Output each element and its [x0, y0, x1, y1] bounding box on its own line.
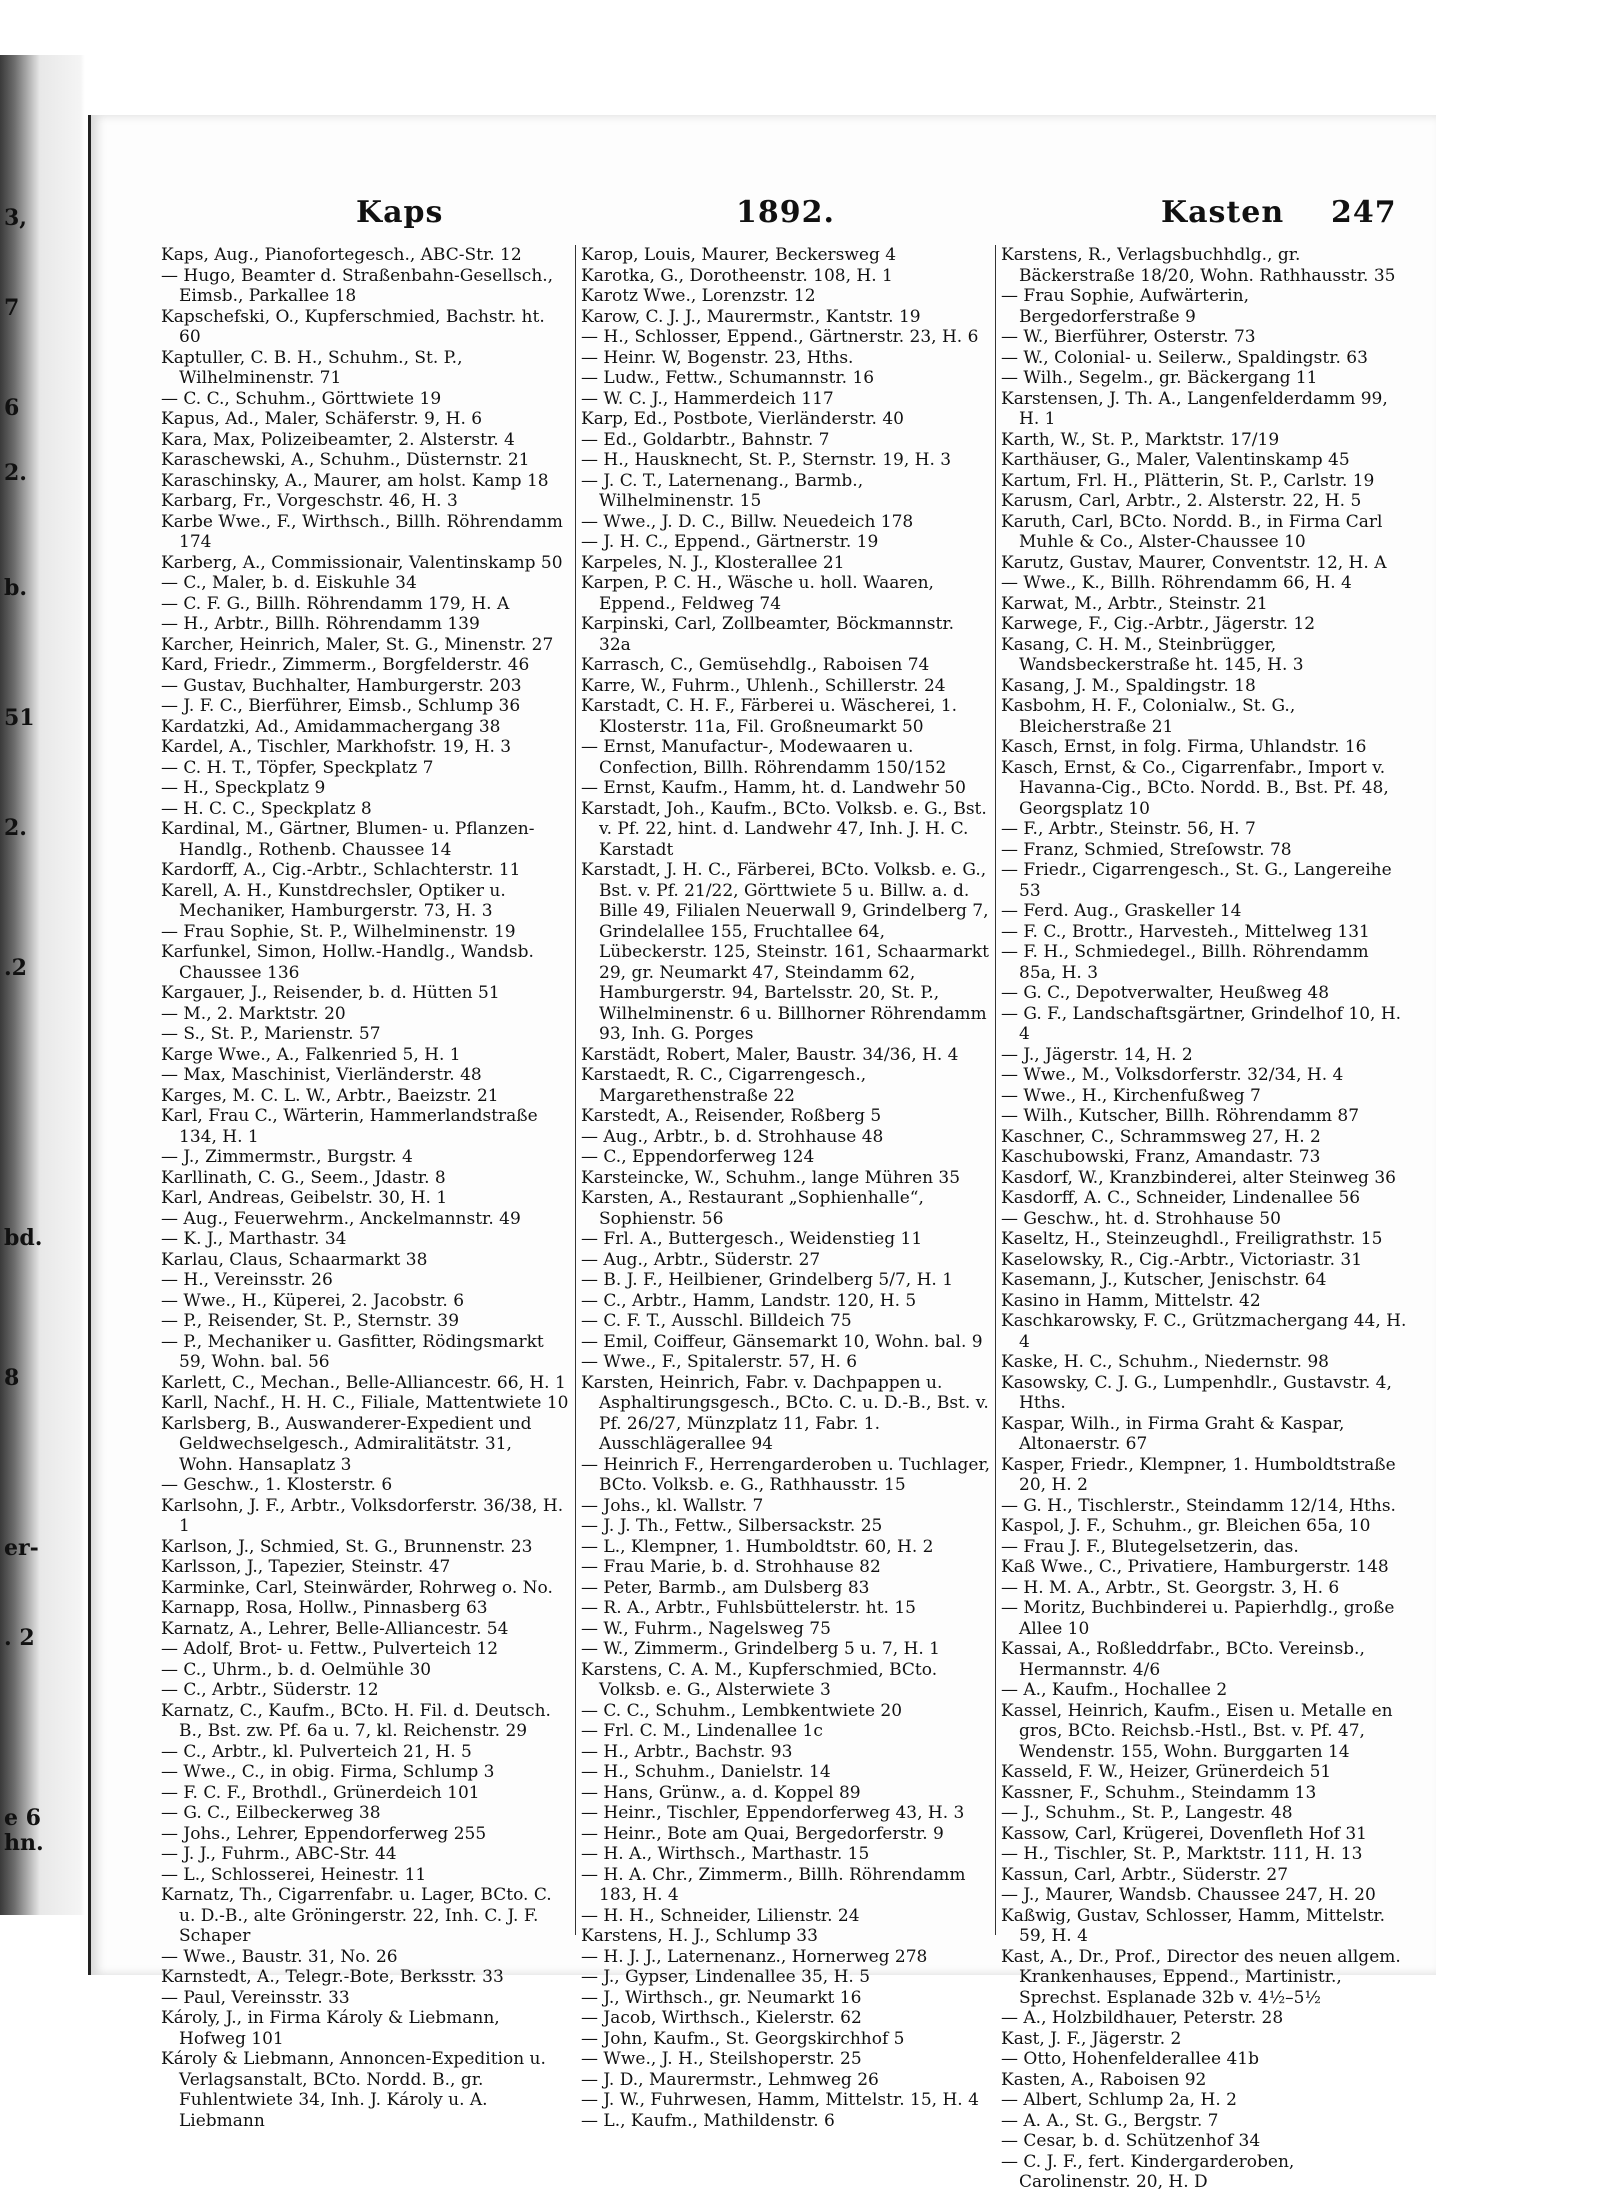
directory-entry: — Hans, Grünw., a. d. Koppel 89 [581, 1782, 861, 1803]
directory-entry: — L., Kaufm., Mathildenstr. 6 [581, 2110, 835, 2131]
header-first-name: Kaps [356, 195, 444, 230]
directory-entry: — Wwe., C., in obig. Firma, Schlump 3 [161, 1762, 495, 1782]
directory-entry: — H., Speckplatz 9 [161, 778, 326, 798]
directory-entry: — H., Schuhm., Danielstr. 14 [581, 1762, 831, 1782]
directory-entry: Kassai, A., Roßleddrfabr., BCto. Vereinsb., Hermannstr. 4/6 [1001, 1639, 1365, 1680]
adjacent-page-fragment: 2. [4, 815, 27, 841]
directory-entry: — Geschw., 1. Klosterstr. 6 [161, 1475, 393, 1495]
directory-entry: Karnstedt, A., Telegr.-Bote, Berksstr. 33 [161, 1967, 504, 1987]
directory-entry: — L., Klempner, 1. Humboldtstr. 60, H. 2 [581, 1536, 934, 1557]
directory-entry: Karstens, H. J., Schlump 33 [581, 1926, 818, 1946]
column-divider [575, 245, 576, 1935]
directory-entry: — H. M. A., Arbtr., St. Georgstr. 3, H. 6 [1001, 1577, 1340, 1598]
directory-entry: Karberg, A., Commissionair, Valentinskamp 50 [161, 552, 563, 573]
directory-entry: Kardel, A., Tischler, Markhofstr. 19, H. 3 [161, 737, 512, 757]
directory-entry: — Jacob, Wirthsch., Kielerstr. 62 [581, 2008, 862, 2028]
directory-entry: — F. H., Schmiedegel., Billh. Röhrendamm 85a, H. 3 [1001, 942, 1369, 983]
directory-entry: Kassow, Carl, Krügerei, Dovenfleth Hof 31 [1001, 1823, 1367, 1844]
adjacent-page-fragment: 7 [4, 295, 20, 321]
directory-entry: Kaßwig, Gustav, Schlosser, Hamm, Mittelstr. 59, H. 4 [1001, 1905, 1386, 1946]
directory-entry: — Aug., Feuerwehrm., Anckelmannstr. 49 [161, 1208, 521, 1229]
directory-entry: Karlau, Claus, Schaarmarkt 38 [161, 1249, 428, 1270]
directory-entry: — J. J. Th., Fettw., Silbersackstr. 25 [581, 1516, 883, 1536]
directory-entry: Karlsohn, J. F., Arbtr., Volksdorferstr. 36/38, H. 1 [161, 1495, 564, 1536]
directory-entry: Kasten, A., Raboisen 92 [1001, 2069, 1207, 2090]
directory-entry: Kasbohm, H. F., Colonialw., St. G., Bleicherstraße 21 [1001, 696, 1296, 737]
directory-entry: — J. C. T., Laternenang., Barmb., Wilhelminenstr. 15 [581, 470, 864, 511]
directory-entry: — A., Holzbildhauer, Peterstr. 28 [1001, 2008, 1284, 2028]
directory-entry: — J., Zimmermstr., Burgstr. 4 [161, 1147, 413, 1167]
directory-entry: Kardinal, M., Gärtner, Blumen- u. Pflanzen-Handlg., Rothenb. Chaussee 14 [161, 819, 535, 860]
directory-entry: Kaspar, Wilh., in Firma Graht & Kaspar, Altonaerstr. 67 [1001, 1413, 1345, 1454]
directory-entry: Károly & Liebmann, Annoncen-Expedition u. Verlagsanstalt, BCto. Nordd. B., gr. Fuhlentwiete 34, Inh. J. Károly u. A. Liebmann [161, 2049, 546, 2131]
directory-entry: — F., Arbtr., Steinstr. 56, H. 7 [1001, 819, 1256, 839]
directory-entry: Karsten, Heinrich, Fabr. v. Dachpappen u. Asphaltirungsgesch., BCto. C. u. D.-B., Bst. v. Pf. 26/27, Münzplatz 11, Fabr. 1. Ausschlägerallee 94 [581, 1372, 989, 1454]
directory-entry: Kasseld, F. W., Heizer, Grünerdeich 51 [1001, 1762, 1332, 1782]
directory-entry: Karstadt, Joh., Kaufm., BCto. Volksb. e. G., Bst. v. Pf. 22, hint. d. Landwehr 47, Inh. J. H. C. Karstadt [581, 798, 987, 860]
directory-entry: — G. H., Tischlerstr., Steindamm 12/14, Hths. [1001, 1495, 1396, 1516]
adjacent-page-edge [0, 55, 85, 1915]
directory-entry: Karbarg, Fr., Vorgeschstr. 46, H. 3 [161, 491, 458, 511]
directory-entry: Károly, J., in Firma Károly & Liebmann, Hofweg 101 [161, 2008, 500, 2049]
directory-entry: Kaschubowski, Franz, Amandastr. 73 [1001, 1147, 1321, 1167]
directory-entry: Karlsson, J., Tapezier, Steinstr. 47 [161, 1557, 451, 1577]
directory-entry: — Wwe., F., Spitalerstr. 57, H. 6 [581, 1352, 858, 1372]
adjacent-page-fragment: . 2 [4, 1625, 35, 1651]
directory-entry: Kaschner, C., Schrammsweg 27, H. 2 [1001, 1126, 1321, 1147]
directory-entry: Karstadt, J. H. C., Färberei, BCto. Volksb. e. G., Bst. v. Pf. 21/22, Görttwiete 5 u. Billw. a. d. Bille 49, Filialen Neuerwall 9, Grindelberg 7, Grindelallee 155, Fruchtallee 64, Lübeckerstr. 125, Steinstr. 161, Schaarmarkt 29, gr. Neumarkt 47, Steindamm 62, Hamburgerstr. 94, Bartelsstr. 20, St. P., Wilhelminenstr. 6 u. Billhorner Röhrendamm 93, Inh. G. Porges [581, 860, 989, 1044]
directory-entry: — C., Arbtr., kl. Pulverteich 21, H. 5 [161, 1741, 472, 1762]
directory-entry: — Frau Sophie, Aufwärterin, Bergedorferstraße 9 [1001, 286, 1249, 327]
directory-entry: Karbe Wwe., F., Wirthsch., Billh. Röhrendamm 174 [161, 511, 563, 552]
directory-entry: — Ludw., Fettw., Schumannstr. 16 [581, 368, 875, 388]
directory-entry: — C., Eppendorferweg 124 [581, 1147, 815, 1167]
directory-entry: — R. A., Arbtr., Fuhlsbüttelerstr. ht. 15 [581, 1598, 916, 1618]
directory-entry: — C., Uhrm., b. d. Oelmühle 30 [161, 1659, 432, 1680]
directory-entry: Karll, Nachf., H. H. C., Filiale, Mattentwiete 10 [161, 1393, 569, 1413]
adjacent-page-fragment: 6 [4, 395, 20, 421]
directory-entry: Kasowsky, C. J. G., Lumpenhdlr., Gustavstr. 4, Hths. [1001, 1372, 1392, 1413]
directory-entry: — H. H., Schneider, Lilienstr. 24 [581, 1905, 860, 1926]
directory-entry: Karre, W., Fuhrm., Uhlenh., Schillerstr. 24 [581, 675, 946, 696]
directory-entry: — Ferd. Aug., Graskeller 14 [1001, 901, 1242, 921]
directory-entry: Karnatz, Th., Cigarrenfabr. u. Lager, BCto. C. u. D.-B., alte Gröningerstr. 22, Inh. C. J. F. Schaper [161, 1885, 552, 1946]
directory-entry: — J. W., Fuhrwesen, Hamm, Mittelstr. 15, H. 4 [581, 2090, 979, 2110]
directory-entry: Kaptuller, C. B. H., Schuhm., St. P., Wilhelminenstr. 71 [161, 347, 463, 388]
directory-entry: Karp, Ed., Postbote, Vierländerstr. 40 [581, 409, 904, 429]
directory-entry: Karstens, R., Verlagsbuchhdlg., gr. Bäckerstraße 18/20, Wohn. Rathhausstr. 35 [1001, 245, 1396, 286]
directory-entry: Kaß Wwe., C., Privatiere, Hamburgerstr. 148 [1001, 1557, 1389, 1577]
directory-entry: Karotz Wwe., Lorenzstr. 12 [581, 286, 816, 306]
directory-entry: — J., Jägerstr. 14, H. 2 [1001, 1044, 1193, 1065]
directory-entry: — Frau Marie, b. d. Strohhause 82 [581, 1557, 881, 1577]
directory-entry: — Geschw., ht. d. Strohhause 50 [1001, 1208, 1281, 1229]
adjacent-page-fragment: er- [4, 1535, 39, 1561]
column-2 [581, 245, 991, 2131]
directory-entry: Kartum, Frl. H., Plätterin, St. P., Carlstr. 19 [1001, 470, 1375, 491]
directory-entry: Karow, C. J. J., Maurermstr., Kantstr. 19 [581, 306, 921, 327]
directory-entry: Kaspol, J. F., Schuhm., gr. Bleichen 65a, 10 [1001, 1516, 1371, 1536]
directory-entry: — W., Colonial- u. Seilerw., Spaldingstr. 63 [1001, 347, 1368, 368]
directory-entry: Karsteincke, W., Schuhm., lange Mühren 35 [581, 1167, 961, 1188]
directory-entry: Karcher, Heinrich, Maler, St. G., Minenstr. 27 [161, 634, 554, 655]
directory-entry: — Heinr. W, Bogenstr. 23, Hths. [581, 347, 854, 368]
directory-entry: — J., Wirthsch., gr. Neumarkt 16 [581, 1987, 862, 2008]
directory-entry: — A. A., St. G., Bergstr. 7 [1001, 2110, 1219, 2131]
directory-entry: Karl, Andreas, Geibelstr. 30, H. 1 [161, 1188, 448, 1208]
directory-entry: Karthäuser, G., Maler, Valentinskamp 45 [1001, 450, 1350, 470]
directory-entry: Kardatzki, Ad., Amidammachergang 38 [161, 716, 501, 737]
directory-entry: — Peter, Barmb., am Dulsberg 83 [581, 1577, 870, 1598]
directory-entry: Kaseltz, H., Steinzeughdl., Freiligrathstr. 15 [1001, 1229, 1383, 1249]
directory-entry: Kargauer, J., Reisender, b. d. Hütten 51 [161, 983, 500, 1003]
directory-entry: — C. J. F., fert. Kindergarderoben, Carolinenstr. 20, H. D [1001, 2151, 1295, 2192]
directory-entry: Karlson, J., Schmied, St. G., Brunnenstr. 23 [161, 1536, 533, 1557]
directory-entry: — Frau Sophie, St. P., Wilhelminenstr. 19 [161, 921, 516, 942]
directory-entry: Kaschkarowsky, F. C., Grützmachergang 44, H. 4 [1001, 1311, 1407, 1352]
adjacent-page-fragment: 8 [4, 1365, 20, 1391]
directory-entry: Kasang, J. M., Spaldingstr. 18 [1001, 675, 1256, 696]
directory-entry: — Heinr., Tischler, Eppendorferweg 43, H. 3 [581, 1803, 965, 1823]
directory-entry: — Ed., Goldarbtr., Bahnstr. 7 [581, 429, 830, 450]
directory-entry: Kasemann, J., Kutscher, Jenischstr. 64 [1001, 1270, 1327, 1290]
directory-entry: — Wwe., K., Billh. Röhrendamm 66, H. 4 [1001, 573, 1352, 593]
directory-entry: — C. F. G., Billh. Röhrendamm 179, H. A [161, 593, 510, 614]
directory-entry: — John, Kaufm., St. Georgskirchhof 5 [581, 2028, 905, 2049]
adjacent-page-fragment: .2 [4, 955, 27, 981]
directory-entry: — Emil, Coiffeur, Gänsemarkt 10, Wohn. bal. 9 [581, 1331, 983, 1352]
directory-entry: — J., Maurer, Wandsb. Chaussee 247, H. 20 [1001, 1885, 1376, 1905]
directory-entry: Karusm, Carl, Arbtr., 2. Alsterstr. 22, H. 5 [1001, 491, 1362, 511]
directory-entry: — W., Zimmerm., Grindelberg 5 u. 7, H. 1 [581, 1639, 941, 1659]
column-1 [161, 245, 571, 2131]
directory-entry: Karstaedt, R. C., Cigarrengesch., Margarethenstraße 22 [581, 1065, 867, 1106]
directory-entry: — Ernst, Kaufm., Hamm, ht. d. Landwehr 50 [581, 778, 966, 798]
directory-entry: Karstädt, Robert, Maler, Baustr. 34/36, H. 4 [581, 1044, 959, 1065]
directory-entry: — G. C., Depotverwalter, Heußweg 48 [1001, 983, 1330, 1003]
directory-entry: Kardorff, A., Cig.-Arbtr., Schlachterstr. 11 [161, 860, 521, 880]
directory-entry: — P., Reisender, St. P., Sternstr. 39 [161, 1311, 460, 1331]
directory-entry: — C., Arbtr., Süderstr. 12 [161, 1680, 379, 1700]
adjacent-page-fragment: b. [4, 575, 28, 601]
directory-entry: — H. C. C., Speckplatz 8 [161, 798, 372, 819]
directory-entry: — G. F., Landschaftsgärtner, Grindelhof 10, H. 4 [1001, 1003, 1402, 1044]
directory-entry: — H., Schlosser, Eppend., Gärtnerstr. 23, H. 6 [581, 327, 979, 347]
directory-entry: — Frl. A., Buttergesch., Weidenstieg 11 [581, 1229, 923, 1249]
directory-entry: — H. A., Wirthsch., Marthastr. 15 [581, 1844, 870, 1864]
directory-entry: — H., Hausknecht, St. P., Sternstr. 19, H. 3 [581, 450, 952, 470]
directory-entry: — Wilh., Segelm., gr. Bäckergang 11 [1001, 368, 1318, 388]
header-year: 1892. [736, 195, 835, 230]
directory-entry: Karge Wwe., A., Falkenried 5, H. 1 [161, 1044, 461, 1065]
directory-entry: — H., Arbtr., Billh. Röhrendamm 139 [161, 614, 480, 634]
directory-entry: — Frl. C. M., Lindenallee 1c [581, 1721, 823, 1741]
directory-entry: Kaske, H. C., Schuhm., Niedernstr. 98 [1001, 1352, 1329, 1372]
directory-entry: — Hugo, Beamter d. Straßenbahn-Gesellsch., Eimsb., Parkallee 18 [161, 265, 554, 306]
directory-entry: Karfunkel, Simon, Hollw.-Handlg., Wandsb. Chaussee 136 [161, 942, 534, 983]
directory-entry: Karnapp, Rosa, Hollw., Pinnasberg 63 [161, 1598, 488, 1618]
directory-entry: — Wwe., H., Küperei, 2. Jacobstr. 6 [161, 1290, 465, 1311]
directory-entry: Karstedt, A., Reisender, Roßberg 5 [581, 1106, 882, 1126]
directory-entry: Kasper, Friedr., Klempner, 1. Humboldtstraße 20, H. 2 [1001, 1454, 1396, 1495]
directory-entry: — Wwe., H., Kirchenfußweg 7 [1001, 1085, 1261, 1106]
directory-entry: — J., Gypser, Lindenallee 35, H. 5 [581, 1967, 871, 1987]
directory-entry: Karl, Frau C., Wärterin, Hammerlandstraße 134, H. 1 [161, 1106, 538, 1147]
directory-entry: Kaselowsky, R., Cig.-Arbtr., Victoriastr. 31 [1001, 1249, 1363, 1270]
directory-entry: — M., 2. Marktstr. 20 [161, 1003, 346, 1024]
directory-entry: — J. J., Fuhrm., ABC-Str. 44 [161, 1844, 397, 1864]
directory-entry: — W., Fuhrm., Nagelsweg 75 [581, 1618, 831, 1639]
directory-entry: — H. J. J., Laternenanz., Hornerweg 278 [581, 1946, 928, 1967]
directory-entry: Karaschewski, A., Schuhm., Düsternstr. 21 [161, 450, 530, 470]
directory-entry: — C., Arbtr., Hamm, Landstr. 120, H. 5 [581, 1290, 917, 1311]
directory-entry: — J. D., Maurermstr., Lehmweg 26 [581, 2069, 879, 2090]
directory-entry: Kasino in Hamm, Mittelstr. 42 [1001, 1290, 1261, 1311]
directory-entry: Karop, Louis, Maurer, Beckersweg 4 [581, 245, 897, 265]
directory-entry: — Frau J. F., Blutegelsetzerin, das. [1001, 1536, 1299, 1557]
adjacent-page-fragment: bd. [4, 1225, 43, 1251]
directory-entry: — Adolf, Brot- u. Fettw., Pulverteich 12 [161, 1639, 499, 1659]
directory-entry: Karstens, C. A. M., Kupferschmied, BCto. Volksb. e. G., Alsterwiete 3 [581, 1659, 938, 1700]
directory-entry: Kasdorf, W., Kranzbinderei, alter Steinweg 36 [1001, 1167, 1396, 1188]
directory-entry: Karaschinsky, A., Maurer, am holst. Kamp 18 [161, 470, 549, 491]
directory-entry: — C. C., Schuhm., Görttwiete 19 [161, 388, 442, 409]
directory-entry: Kara, Max, Polizeibeamter, 2. Alsterstr. 4 [161, 429, 515, 450]
directory-entry: — Moritz, Buchbinderei u. Papierhdlg., große Allee 10 [1001, 1598, 1395, 1639]
page-number: 247 [1331, 195, 1397, 230]
adjacent-page-fragment: 3, [4, 205, 27, 231]
directory-entry: — B. J. F., Heilbiener, Grindelberg 5/7, H. 1 [581, 1270, 954, 1290]
directory-entry: Kapschefski, O., Kupferschmied, Bachstr. ht. 60 [161, 306, 545, 347]
adjacent-page-fragment: 51 [4, 705, 35, 731]
adjacent-page-fragment: hn. [4, 1830, 44, 1856]
directory-entry: Kasdorff, A. C., Schneider, Lindenallee 56 [1001, 1188, 1361, 1208]
directory-entry: Karllinath, C. G., Seem., Jdastr. 8 [161, 1167, 446, 1188]
directory-entry: Karth, W., St. P., Marktstr. 17/19 [1001, 429, 1280, 450]
directory-entry: — H., Vereinsstr. 26 [161, 1270, 333, 1290]
directory-entry: — Johs., Lehrer, Eppendorferweg 255 [161, 1823, 487, 1844]
directory-entry: Karnatz, A., Lehrer, Belle-Alliancestr. 54 [161, 1618, 509, 1639]
directory-entry: — Max, Maschinist, Vierländerstr. 48 [161, 1065, 482, 1085]
directory-columns [161, 245, 1411, 2192]
directory-entry: Kard, Friedr., Zimmerm., Borgfelderstr. 46 [161, 655, 530, 675]
directory-entry: Karpeles, N. J., Klosterallee 21 [581, 552, 845, 573]
page-header [91, 195, 1436, 235]
directory-entry: — G. C., Eilbeckerweg 38 [161, 1803, 381, 1823]
column-3 [1001, 245, 1411, 2192]
directory-entry: Karnatz, C., Kaufm., BCto. H. Fil. d. Deutsch. B., Bst. zw. Pf. 6a u. 7, kl. Reichenstr. 29 [161, 1700, 551, 1741]
directory-entry: Kasch, Ernst, & Co., Cigarrenfabr., Import v. Havanna-Cig., BCto. Nordd. B., Bst. Pf. 48, Georgsplatz 10 [1001, 757, 1389, 819]
directory-entry: — Wwe., Baustr. 31, No. 26 [161, 1946, 398, 1967]
directory-entry: — Franz, Schmied, Streſowstr. 78 [1001, 839, 1292, 860]
adjacent-page-fragment: e 6 [4, 1805, 41, 1831]
directory-entry: Karpen, P. C. H., Wäsche u. holl. Waaren, Eppend., Feldweg 74 [581, 573, 934, 614]
directory-entry: — Paul, Vereinsstr. 33 [161, 1987, 350, 2008]
directory-entry: Karges, M. C. L. W., Arbtr., Baeizstr. 21 [161, 1085, 499, 1106]
directory-entry: Karpinski, Carl, Zollbeamter, Böckmannstr. 32a [581, 614, 955, 655]
directory-entry: — W., Bierführer, Osterstr. 73 [1001, 327, 1256, 347]
directory-entry: — Ernst, Manufactur-, Modewaaren u. Confection, Billh. Röhrendamm 150/152 [581, 737, 947, 778]
directory-entry: — Aug., Arbtr., Süderstr. 27 [581, 1249, 821, 1270]
header-last-name: Kasten [1161, 195, 1285, 230]
directory-entry: Karlett, C., Mechan., Belle-Alliancestr. 66, H. 1 [161, 1372, 566, 1393]
directory-entry: Kaps, Aug., Pianofortegesch., ABC-Str. 12 [161, 245, 522, 265]
directory-entry: Karsten, A., Restaurant „Sophienhalle“, Sophienstr. 56 [581, 1188, 924, 1229]
directory-entry: — S., St. P., Marienstr. 57 [161, 1024, 381, 1044]
directory-entry: Kapus, Ad., Maler, Schäferstr. 9, H. 6 [161, 409, 483, 429]
directory-entry: Karell, A. H., Kunstdrechsler, Optiker u. Mechaniker, Hamburgerstr. 73, H. 3 [161, 880, 506, 921]
directory-entry: Karotka, G., Dorotheenstr. 108, H. 1 [581, 265, 893, 286]
directory-entry: Kasang, C. H. M., Steinbrügger, Wandsbeckerstraße ht. 145, H. 3 [1001, 634, 1304, 675]
directory-entry: — F. C. F., Brothdl., Grünerdeich 101 [161, 1782, 480, 1803]
directory-page [88, 115, 1436, 2192]
directory-entry: Karminke, Carl, Steinwärder, Rohrweg o. No. [161, 1577, 553, 1598]
directory-entry: Karwege, F., Cig.-Arbtr., Jägerstr. 12 [1001, 614, 1316, 634]
directory-entry: — H. A. Chr., Zimmerm., Billh. Röhrendamm 183, H. 4 [581, 1864, 966, 1905]
column-divider [995, 245, 996, 1935]
directory-entry: Karstadt, C. H. F., Färberei u. Wäscherei, 1. Klosterstr. 11a, Fil. Großneumarkt 50 [581, 696, 958, 737]
directory-entry: — H., Tischler, St. P., Marktstr. 111, H. 13 [1001, 1844, 1363, 1864]
directory-entry: Kast, J. F., Jägerstr. 2 [1001, 2028, 1182, 2049]
directory-entry: — H., Arbtr., Bachstr. 93 [581, 1741, 793, 1762]
directory-entry: Karuth, Carl, BCto. Nordd. B., in Firma Carl Muhle & Co., Alster-Chaussee 10 [1001, 511, 1383, 552]
directory-entry: Karutz, Gustav, Maurer, Conventstr. 12, H. A [1001, 552, 1387, 573]
directory-entry: Karlsberg, B., Auswanderer-Expedient und Geldwechselgesch., Admiralitätstr. 31, Wohn. Hansaplatz 3 [161, 1413, 532, 1475]
directory-entry: — C., Maler, b. d. Eiskuhle 34 [161, 573, 417, 593]
directory-entry: — Albert, Schlump 2a, H. 2 [1001, 2090, 1237, 2110]
directory-entry: — Johs., kl. Wallstr. 7 [581, 1495, 764, 1516]
directory-entry: — Gustav, Buchhalter, Hamburgerstr. 203 [161, 675, 522, 696]
directory-entry: — J. H. C., Eppend., Gärtnerstr. 19 [581, 532, 879, 552]
directory-entry: — Heinrich F., Herrengarderoben u. Tuchlager, BCto. Volksb. e. G., Rathhausstr. 15 [581, 1454, 991, 1495]
directory-entry: — C. F. T., Ausschl. Billdeich 75 [581, 1311, 852, 1331]
directory-entry: Kast, A., Dr., Prof., Director des neuen allgem. Krankenhauses, Eppend., Martinistr., Sprechst. Esplanade 32b v. 4½–5½ [1001, 1946, 1401, 2008]
directory-entry: — P., Mechaniker u. Gasfitter, Rödingsmarkt 59, Wohn. bal. 56 [161, 1331, 544, 1372]
directory-entry: Karrasch, C., Gemüsehdlg., Raboisen 74 [581, 655, 930, 675]
adjacent-page-fragment: 2. [4, 460, 27, 486]
directory-entry: — J. F. C., Bierführer, Eimsb., Schlump 36 [161, 696, 521, 716]
directory-entry: Kassel, Heinrich, Kaufm., Eisen u. Metalle en gros, BCto. Reichsb.-Hstl., Bst. v. Pf. 47, Wendenstr. 155, Wohn. Burggarten 14 [1001, 1700, 1393, 1762]
directory-entry: — F. C., Brottr., Harvesteh., Mittelweg 131 [1001, 921, 1370, 942]
directory-entry: — Aug., Arbtr., b. d. Strohhause 48 [581, 1126, 884, 1147]
directory-entry: Kassun, Carl, Arbtr., Süderstr. 27 [1001, 1864, 1289, 1885]
directory-entry: Kasch, Ernst, in folg. Firma, Uhlandstr. 16 [1001, 737, 1367, 757]
directory-entry: — K. J., Marthastr. 34 [161, 1229, 347, 1249]
directory-entry: — Wwe., M., Volksdorferstr. 32/34, H. 4 [1001, 1065, 1344, 1085]
directory-entry: Kassner, F., Schuhm., Steindamm 13 [1001, 1782, 1317, 1803]
directory-entry: Karstensen, J. Th. A., Langenfelderdamm 99, H. 1 [1001, 388, 1388, 429]
directory-entry: — Wilh., Kutscher, Billh. Röhrendamm 87 [1001, 1106, 1360, 1126]
directory-entry: — L., Schlosserei, Heinestr. 11 [161, 1864, 427, 1885]
directory-entry: — A., Kaufm., Hochallee 2 [1001, 1680, 1228, 1700]
directory-entry: Karwat, M., Arbtr., Steinstr. 21 [1001, 593, 1268, 614]
directory-entry: — Heinr., Bote am Quai, Bergedorferstr. 9 [581, 1823, 944, 1844]
directory-entry: — Wwe., J. H., Steilshoperstr. 25 [581, 2049, 862, 2069]
directory-entry: — Wwe., J. D. C., Billw. Neuedeich 178 [581, 511, 914, 532]
directory-entry: — Friedr., Cigarrengesch., St. G., Langereihe 53 [1001, 860, 1392, 901]
directory-entry: — W. C. J., Hammerdeich 117 [581, 388, 834, 409]
directory-entry: — Otto, Hohenfelderallee 41b [1001, 2049, 1259, 2069]
directory-entry: — C. H. T., Töpfer, Speckplatz 7 [161, 757, 434, 778]
directory-entry: — C. C., Schuhm., Lembkentwiete 20 [581, 1700, 903, 1721]
directory-entry: — J., Schuhm., St. P., Langestr. 48 [1001, 1803, 1293, 1823]
directory-entry: — Cesar, b. d. Schützenhof 34 [1001, 2131, 1261, 2151]
